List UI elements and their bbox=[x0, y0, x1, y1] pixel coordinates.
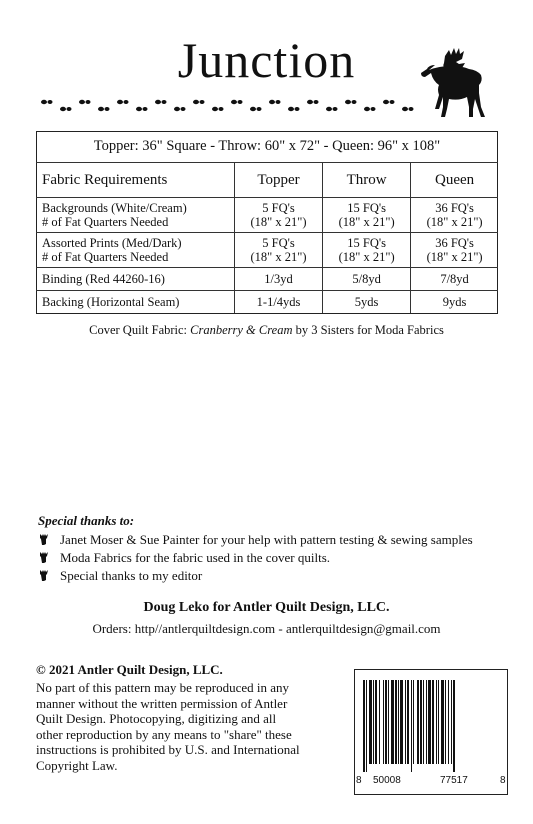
barcode-digit: 77517 bbox=[440, 775, 468, 786]
barcode-digit: 50008 bbox=[373, 775, 401, 786]
table-cell: 5/8yd bbox=[323, 268, 411, 291]
table-cell: 7/8yd bbox=[411, 268, 498, 291]
moose-head-icon bbox=[38, 569, 50, 581]
thanks-item bbox=[38, 531, 473, 549]
barcode-bar bbox=[366, 680, 367, 772]
thanks-heading: Special thanks to: bbox=[38, 513, 135, 528]
footprint-mark bbox=[98, 107, 110, 111]
cell-line: (18" x 21") bbox=[426, 215, 483, 229]
thanks-text: Moda Fabrics for the fabric used in the cover quilts. bbox=[60, 550, 331, 565]
barcode-bar bbox=[423, 680, 424, 764]
col-header-topper: Topper bbox=[235, 163, 323, 198]
thanks-item bbox=[38, 549, 330, 567]
footprint-mark bbox=[269, 100, 281, 104]
table-cell bbox=[323, 198, 411, 233]
table-cell bbox=[235, 233, 323, 268]
footprint-mark bbox=[212, 107, 224, 111]
row-label bbox=[36, 198, 235, 233]
footprint-tracks-icon bbox=[40, 96, 420, 120]
barcode-digit: 8 bbox=[356, 775, 362, 786]
barcode-bar bbox=[441, 680, 444, 764]
footprint-mark bbox=[41, 100, 53, 104]
cell-line: 36 FQ's bbox=[435, 236, 474, 250]
table-heading: Fabric Requirements bbox=[36, 163, 235, 198]
barcode-digit: 8 bbox=[500, 775, 506, 786]
table-cell: 9yds bbox=[411, 291, 498, 314]
footprint-mark bbox=[364, 107, 376, 111]
col-header-queen: Queen bbox=[411, 163, 498, 198]
barcode-bar bbox=[363, 680, 365, 772]
barcode-bar bbox=[432, 680, 434, 764]
barcode-bar bbox=[407, 680, 409, 764]
barcode-bar bbox=[438, 680, 439, 764]
table-cell bbox=[323, 233, 411, 268]
footprint-mark bbox=[402, 107, 414, 111]
barcode-bar bbox=[379, 680, 380, 764]
legal-notice: No part of this pattern may be reproduced in any manner without the written permission of Antler Quilt Design. Photocopying, digitizing and all other reproduction by any means to "share" these instructions is prohibited by U.S. and International Copyright Law. bbox=[36, 680, 300, 773]
barcode-bar bbox=[375, 680, 377, 764]
barcode-bar bbox=[400, 680, 403, 764]
barcode-bar bbox=[405, 680, 406, 764]
row-label: Binding (Red 44260-16) bbox=[36, 268, 235, 291]
table-row bbox=[36, 198, 498, 233]
table-cell bbox=[411, 233, 498, 268]
barcode-bar bbox=[411, 680, 412, 772]
barcode-bar bbox=[388, 680, 389, 764]
thanks-text: Special thanks to my editor bbox=[60, 568, 203, 583]
cell-line: (18" x 21") bbox=[426, 250, 483, 264]
barcode-bar bbox=[448, 680, 449, 764]
moose-logo-icon bbox=[415, 46, 495, 124]
moose-head-icon bbox=[38, 533, 50, 545]
table-cell: 1/3yd bbox=[235, 268, 323, 291]
barcode-bar bbox=[426, 680, 427, 764]
row-label: Backing (Horizontal Seam) bbox=[36, 291, 235, 314]
cell-line: 15 FQ's bbox=[347, 236, 386, 250]
col-header-throw: Throw bbox=[323, 163, 411, 198]
barcode-bar bbox=[369, 680, 372, 764]
footprint-mark bbox=[155, 100, 167, 104]
cell-line: (18" x 21") bbox=[250, 250, 307, 264]
table-cell bbox=[235, 198, 323, 233]
footprint-mark bbox=[288, 107, 300, 111]
footprint-mark bbox=[174, 107, 186, 111]
cell-line: 36 FQ's bbox=[435, 201, 474, 215]
footprint-mark bbox=[136, 107, 148, 111]
footprint-mark bbox=[307, 100, 319, 104]
barcode-icon bbox=[361, 680, 501, 772]
barcode-bar bbox=[428, 680, 431, 764]
moose-head-icon bbox=[38, 551, 50, 563]
fabric-requirements-table bbox=[36, 162, 498, 313]
barcode-bar bbox=[395, 680, 397, 764]
row-label-line: Assorted Prints (Med/Dark) bbox=[42, 236, 182, 250]
cover-suffix: by 3 Sisters for Moda Fabrics bbox=[292, 323, 444, 337]
barcode-bar bbox=[420, 680, 422, 764]
footprint-mark bbox=[79, 100, 91, 104]
barcode-bar bbox=[373, 680, 374, 764]
barcode-bar bbox=[398, 680, 399, 764]
thanks-text: Janet Moser & Sue Painter for your help with pattern testing & sewing samples bbox=[60, 532, 473, 547]
cover-fabric-note bbox=[0, 323, 533, 338]
footprint-mark bbox=[60, 107, 72, 111]
cell-line: 5 FQ's bbox=[262, 201, 295, 215]
cell-line: (18" x 21") bbox=[250, 215, 307, 229]
footprint-mark bbox=[250, 107, 262, 111]
cell-line: (18" x 21") bbox=[338, 215, 395, 229]
barcode-bar bbox=[436, 680, 437, 764]
footprint-mark bbox=[231, 100, 243, 104]
barcode-bar bbox=[391, 680, 394, 764]
barcode-bar bbox=[385, 680, 387, 764]
row-label-line: # of Fat Quarters Needed bbox=[42, 250, 169, 264]
barcode-bar bbox=[383, 680, 384, 764]
barcode-bar bbox=[445, 680, 446, 764]
cell-line: 15 FQ's bbox=[347, 201, 386, 215]
footprint-mark bbox=[117, 100, 129, 104]
orders-line: Orders: http//antlerquiltdesign.com - antlerquiltdesign@gmail.com bbox=[92, 621, 441, 636]
table-cell: 5yds bbox=[323, 291, 411, 314]
designer-credit: Doug Leko for Antler Quilt Design, LLC. bbox=[143, 600, 390, 615]
footprint-mark bbox=[383, 100, 395, 104]
footprint-mark bbox=[345, 100, 357, 104]
copyright-line: © 2021 Antler Quilt Design, LLC. bbox=[36, 662, 223, 677]
footprint-mark bbox=[326, 107, 338, 111]
table-cell: 1-1/4yds bbox=[235, 291, 323, 314]
table-row bbox=[36, 268, 498, 291]
thanks-item bbox=[38, 567, 202, 585]
table-row bbox=[36, 291, 498, 314]
barcode-bar bbox=[453, 680, 455, 772]
cell-line: 5 FQ's bbox=[262, 236, 295, 250]
barcode-bar bbox=[417, 680, 419, 764]
cover-fabric-name: Cranberry & Cream bbox=[190, 323, 293, 337]
quilt-sizes: Topper: 36" Square - Throw: 60" x 72" - Queen: 96" x 108" bbox=[93, 138, 441, 154]
table-header-row bbox=[36, 163, 498, 198]
row-label bbox=[36, 233, 235, 268]
table-cell bbox=[411, 198, 498, 233]
table-row bbox=[36, 233, 498, 268]
cell-line: (18" x 21") bbox=[338, 250, 395, 264]
page-title: Junction bbox=[177, 32, 356, 88]
cover-prefix: Cover Quilt Fabric: bbox=[89, 323, 191, 337]
row-label-line: Backgrounds (White/Cream) bbox=[42, 201, 187, 215]
row-label-line: # of Fat Quarters Needed bbox=[42, 215, 169, 229]
barcode-bar bbox=[413, 680, 414, 764]
barcode-bar bbox=[451, 680, 452, 764]
footprint-mark bbox=[193, 100, 205, 104]
